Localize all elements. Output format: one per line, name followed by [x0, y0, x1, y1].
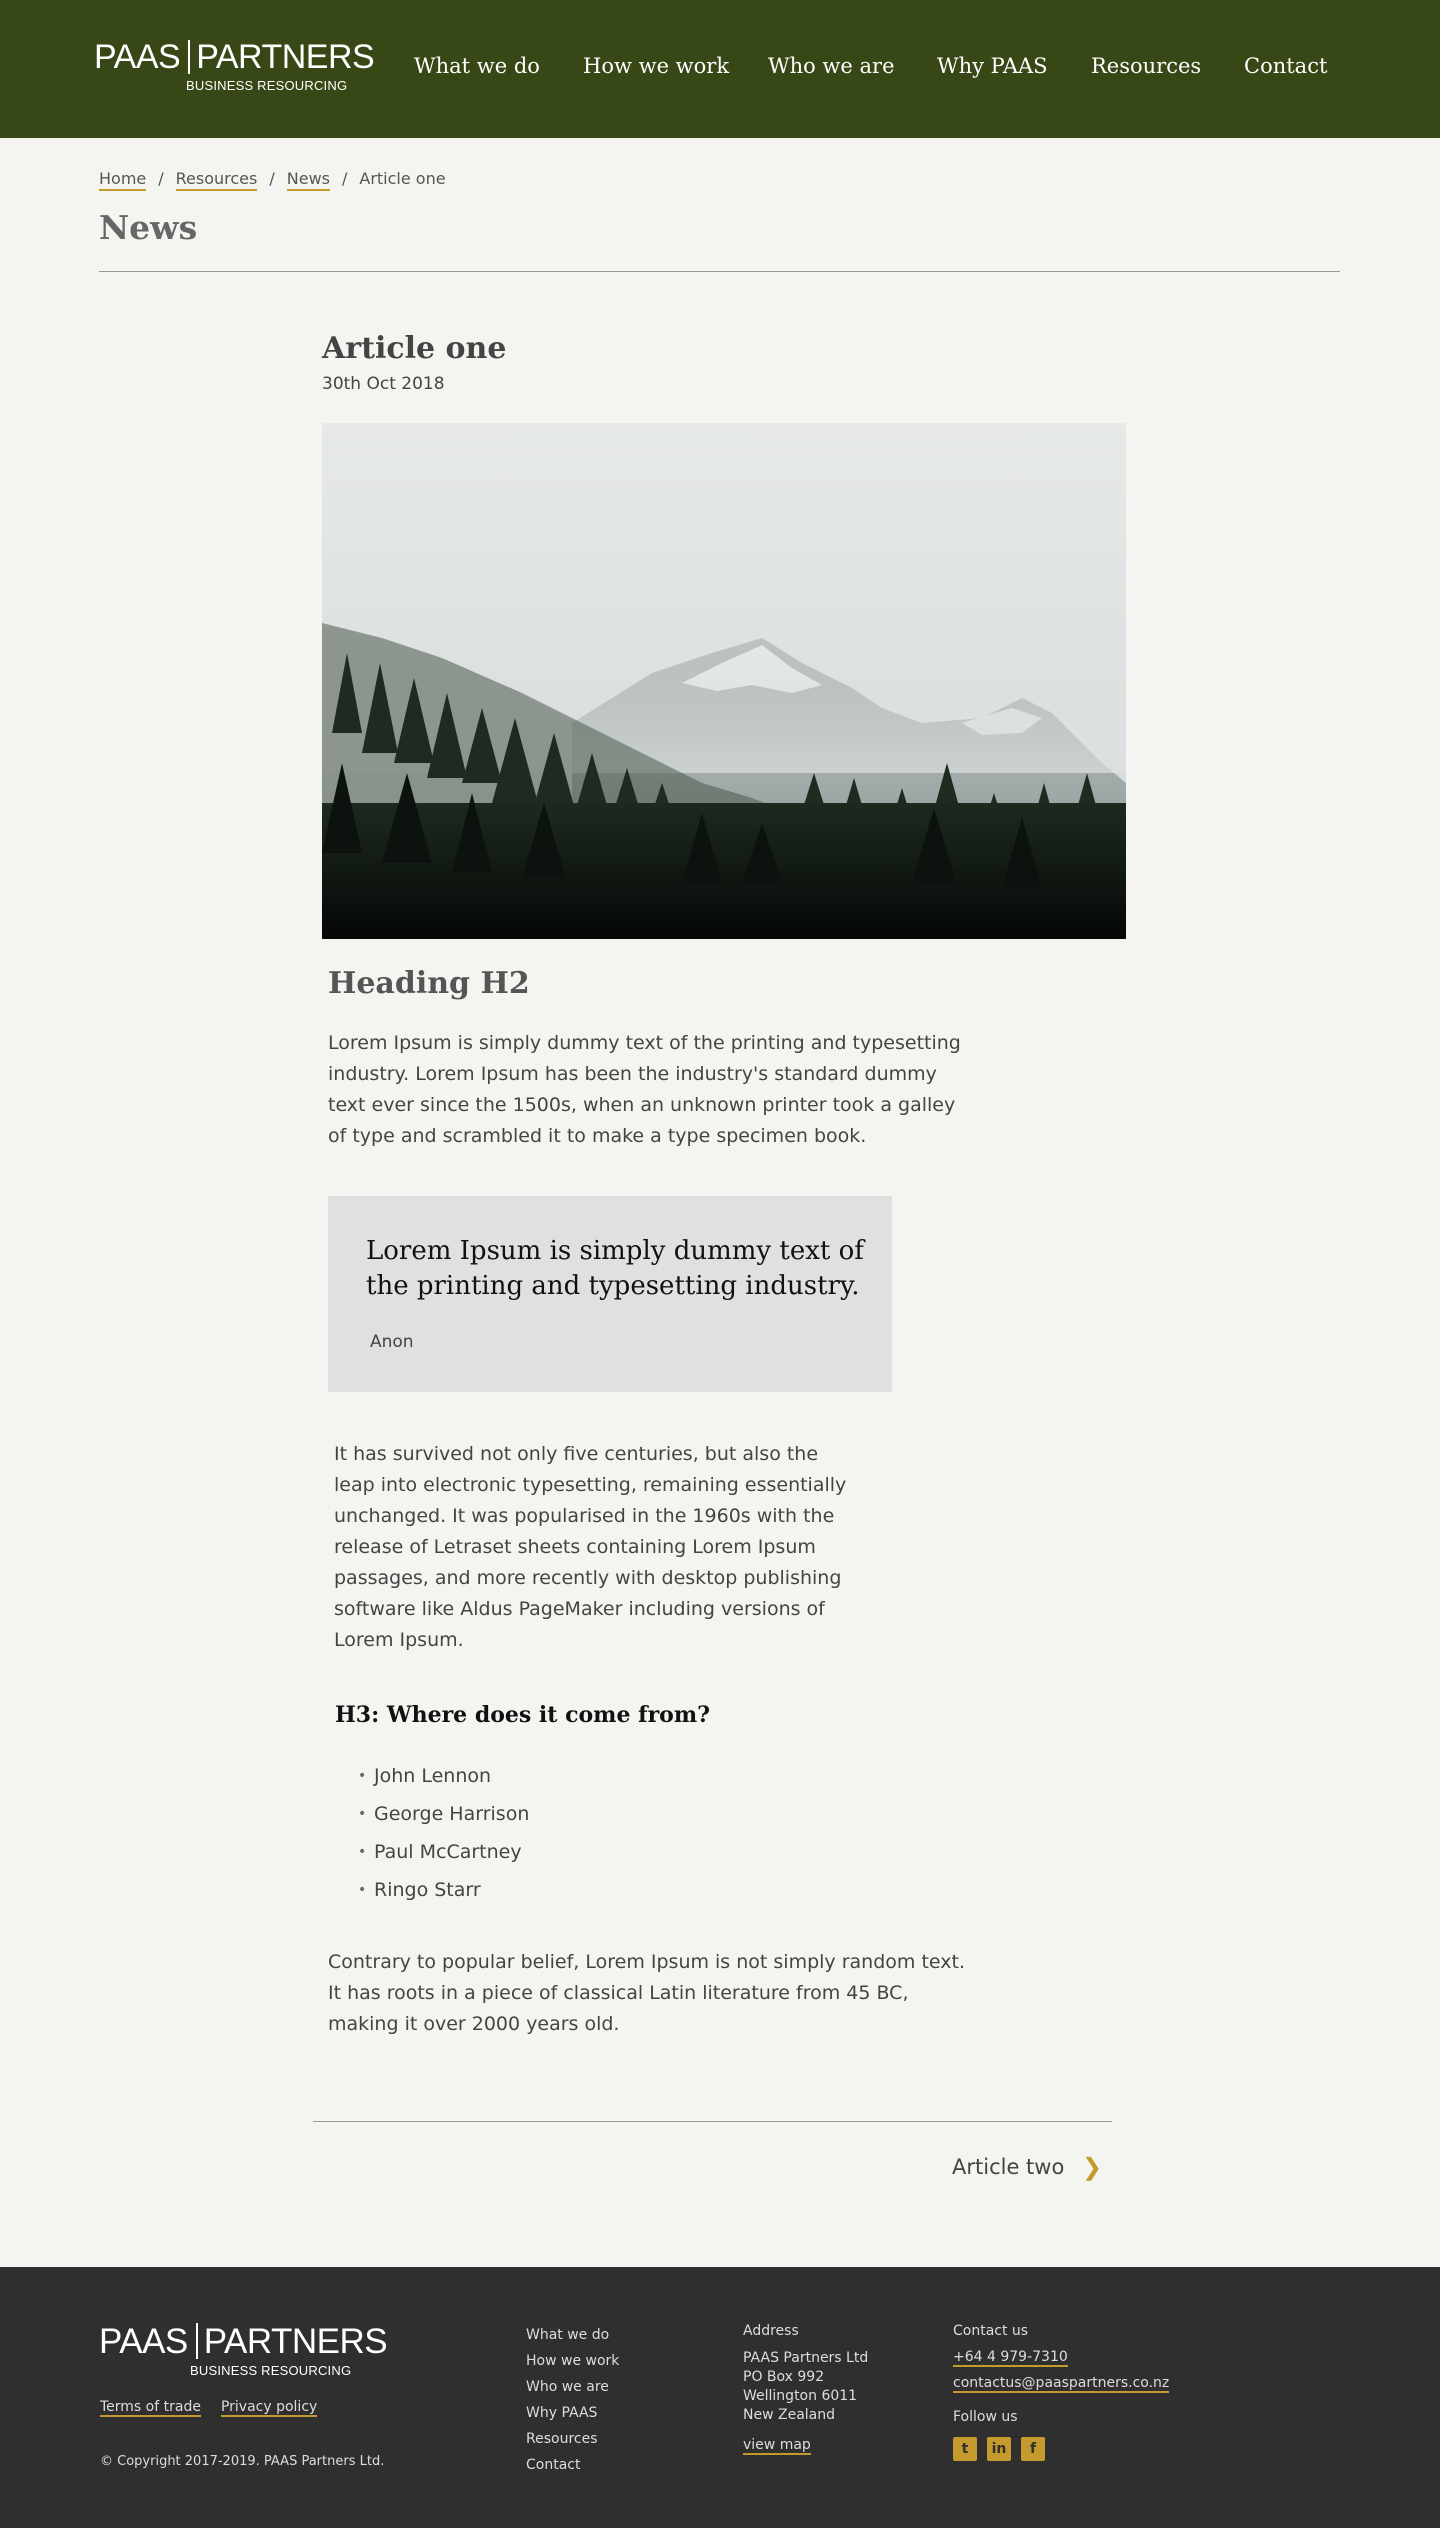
address-line: PO Box 992 [743, 2369, 825, 2385]
footer-nav [526, 2322, 619, 2478]
footer-logo[interactable] [99, 2323, 387, 2378]
nav-resources[interactable]: Resources [1091, 54, 1202, 78]
logo-tagline: BUSINESS RESOURCING [190, 2363, 352, 2378]
list-item [358, 1757, 529, 1795]
logo-wordmark [99, 2323, 387, 2359]
address-line: Wellington 6011 [743, 2388, 858, 2404]
address-line: New Zealand [743, 2407, 835, 2423]
misty-forest-mountain-image [322, 423, 1126, 939]
contact-label: Contact us [953, 2323, 1029, 2339]
nav-contact[interactable]: Contact [1244, 54, 1328, 78]
list-item-text: George Harrison [374, 1803, 530, 1825]
logo-text-left: PAAS [94, 38, 181, 76]
article-paragraph-3: Contrary to popular belief, Lorem Ipsum is not simply random text. It has roots in a piece of classical Latin literature from 45 BC, making it over 2000 years old. [328, 1951, 965, 2035]
nav-how-we-work[interactable]: How we work [583, 54, 730, 78]
footer-contact [953, 2323, 1169, 2461]
bullet-icon: • [358, 1768, 367, 1784]
footer-legal-links [100, 2399, 337, 2415]
logo-divider [196, 2323, 198, 2359]
list-item-text: Paul McCartney [374, 1841, 522, 1863]
chevron-right-icon[interactable]: ❯ [1082, 2153, 1103, 2181]
page-title: News [99, 208, 198, 247]
breadcrumb-current: Article one [359, 169, 446, 188]
bullet-icon: • [358, 1882, 367, 1898]
twitter-icon[interactable]: t [953, 2437, 977, 2461]
bullet-list [358, 1757, 529, 1909]
email-link[interactable]: contactus@paaspartners.co.nz [953, 2375, 1170, 2391]
breadcrumb-home[interactable]: Home [99, 169, 146, 191]
copyright: © Copyright 2017-2019. PAAS Partners Ltd. [100, 2454, 385, 2469]
breadcrumb [99, 169, 446, 188]
site-header [0, 0, 1440, 138]
next-article-link[interactable]: Article two [952, 2155, 1065, 2179]
bullet-icon: • [358, 1806, 367, 1822]
site-footer [0, 2267, 1440, 2528]
footer-nav-how-we-work[interactable]: How we work [526, 2353, 620, 2369]
footer-nav-why-paas[interactable]: Why PAAS [526, 2405, 598, 2421]
article-nav-divider [313, 2121, 1112, 2122]
footer-nav-resources[interactable]: Resources [526, 2431, 598, 2447]
article-paragraph-1: Lorem Ipsum is simply dummy text of the printing and typesetting industry. Lorem Ipsum has been the industry's standard dummy text ever since the 1500s, when an unknown printer took a galley of type and scrambled it to make a type specimen book. [328, 1032, 961, 1147]
pull-quote-text: Lorem Ipsum is simply dummy text of the printing and typesetting industry. [366, 1236, 864, 1301]
nav-who-we-are[interactable]: Who we are [768, 54, 895, 78]
title-divider [99, 271, 1340, 272]
breadcrumb-separator: / [269, 169, 275, 188]
pull-quote [328, 1196, 892, 1392]
nav-what-we-do[interactable]: What we do [414, 54, 540, 78]
facebook-icon[interactable]: f [1021, 2437, 1045, 2461]
list-item [358, 1795, 529, 1833]
list-item [358, 1833, 529, 1871]
footer-nav-contact[interactable]: Contact [526, 2457, 581, 2473]
breadcrumb-resources[interactable]: Resources [176, 169, 258, 191]
terms-of-trade-link[interactable]: Terms of trade [100, 2399, 201, 2415]
footer-nav-what-we-do[interactable]: What we do [526, 2327, 610, 2343]
nav-why-paas[interactable]: Why PAAS [937, 54, 1048, 78]
article-paragraph-2: It has survived not only five centuries, but also the leap into electronic typesetting, remaining essentially unchanged. It was popularised in the 1960s with the release of Letraset sheets containing Lorem Ipsum passages, and more recently with desktop publishing software like Aldus PageMaker including versions of Lorem Ipsum. [334, 1443, 847, 1651]
breadcrumb-news[interactable]: News [287, 169, 330, 191]
logo-text-right: PARTNERS [196, 38, 375, 76]
address-label: Address [743, 2323, 799, 2339]
linkedin-icon[interactable]: in [987, 2437, 1011, 2461]
article-date: 30th Oct 2018 [322, 374, 445, 394]
social-links [953, 2437, 1169, 2461]
article-title: Article one [322, 331, 507, 366]
phone-link[interactable]: +64 4 979-7310 [953, 2349, 1068, 2365]
follow-label: Follow us [953, 2409, 1018, 2425]
pull-quote-author: Anon [370, 1332, 414, 1352]
main-nav [0, 54, 1440, 84]
bullet-icon: • [358, 1844, 367, 1860]
list-item [358, 1871, 529, 1909]
address-line: PAAS Partners Ltd [743, 2350, 869, 2366]
logo-tagline: BUSINESS RESOURCING [186, 78, 348, 93]
breadcrumb-separator: / [341, 169, 348, 188]
article-heading-h3: H3: Where does it come from? [335, 1702, 710, 1728]
article-heading-h2: Heading H2 [328, 966, 530, 1001]
breadcrumb-separator: / [158, 169, 164, 188]
list-item-text: John Lennon [374, 1765, 492, 1787]
privacy-policy-link[interactable]: Privacy policy [220, 2399, 318, 2415]
view-map-link[interactable]: view map [743, 2437, 811, 2453]
list-item-text: Ringo Starr [374, 1879, 481, 1901]
footer-nav-who-we-are[interactable]: Who we are [526, 2379, 609, 2395]
footer-address [743, 2323, 868, 2453]
article-hero-image [322, 423, 1126, 939]
logo-text-right: PARTNERS [203, 2321, 388, 2361]
logo-text-left: PAAS [99, 2321, 188, 2361]
